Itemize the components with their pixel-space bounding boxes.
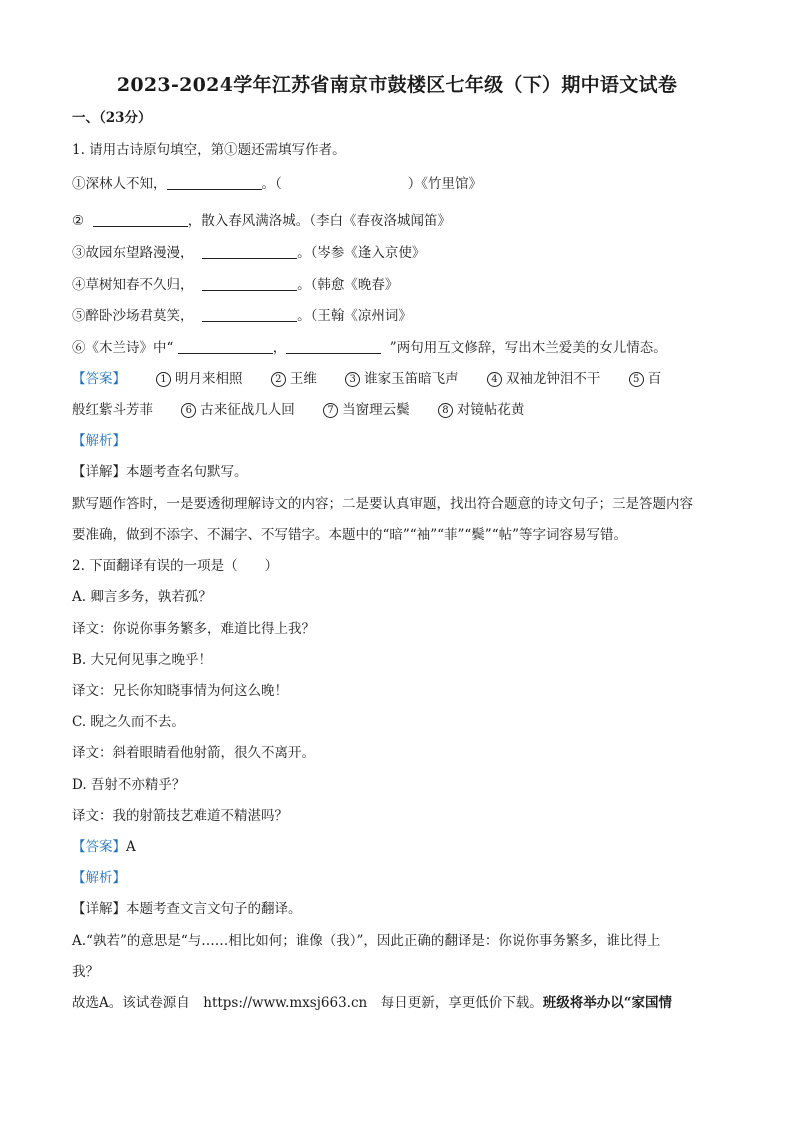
- fill-blank: [286, 339, 381, 354]
- q1-item-5-suffix: 。（王翰《凉州词》: [297, 308, 412, 324]
- page-title: 2023-2024学年江苏省南京市鼓楼区七年级（下）期中语文试卷: [116, 74, 678, 96]
- option-d: D. 吾射不亦精乎？: [72, 777, 186, 793]
- answer-text: 谁家玉笛暗飞声: [364, 371, 459, 387]
- fill-blank: [202, 307, 297, 322]
- q1-item-1: [72, 174, 482, 194]
- answer-number: 1: [156, 372, 171, 387]
- q1-item-5-prefix: ⑤醉卧沙场君莫笑，: [72, 308, 194, 324]
- answer-number: 7: [323, 403, 338, 418]
- answer-number: 4: [487, 372, 502, 387]
- q1-item-4-suffix: 。（韩愈《晚春》: [297, 277, 399, 293]
- answer-number: 5: [629, 372, 644, 387]
- q1-item-2-prefix: ②: [72, 213, 85, 229]
- answer-text: 双袖龙钟泪不干: [505, 371, 601, 387]
- answer-item: [487, 371, 601, 387]
- fill-blank: [93, 212, 188, 227]
- answer-item: [271, 371, 317, 387]
- q1-item-6: [72, 338, 667, 358]
- option-c-translation: 译文：斜着眼睛看他射箭，很久不离开。: [72, 745, 315, 761]
- q1-item-3-suffix: 。（岑参《逢入京使》: [297, 245, 426, 261]
- answer-text: 百: [647, 371, 662, 387]
- answer-item: [629, 371, 662, 387]
- q1-answer-line-2: [72, 400, 524, 420]
- fill-blank: [178, 339, 273, 354]
- option-a: A. 卿言多务，孰若孤？: [72, 589, 212, 605]
- source-note: 故选A。该试卷源自 https://www.mxsj663.cn 每日更新，享更低价下载。: [72, 995, 543, 1011]
- q2-explanation-1: A.“孰若”的意思是“与……相比如何；谁像（我）”，因此正确的翻译是：你说你事务繁多，谁比得上: [72, 933, 661, 949]
- answer-number: 2: [271, 372, 286, 387]
- q1-item-4-prefix: ④草树知春不久归，: [72, 277, 194, 293]
- question-1-stem: 1. 请用古诗原句填空，第①题还需填写作者。: [72, 142, 346, 158]
- analysis-label: 【解析】: [72, 433, 126, 449]
- q1-item-1-mid: 。（: [261, 176, 282, 192]
- detail-label: 【详解】: [72, 464, 126, 480]
- cut-off-text: 班级将举办以“家国情: [542, 995, 672, 1011]
- option-a-translation: 译文：你说你事务繁多，难道比得上我？: [72, 621, 315, 637]
- q1-explanation-1: 默写题作答时，一是要透彻理解诗文的内容；二是要认真审题，找出符合题意的诗文句子；三是答题内容: [72, 496, 693, 512]
- fill-blank: [167, 175, 262, 190]
- answer-number: 6: [181, 403, 196, 418]
- option-c: C. 睨之久而不去。: [72, 714, 185, 730]
- answer-label: 【答案】: [72, 839, 126, 855]
- detail-label: 【详解】: [72, 901, 126, 917]
- answer-item: [323, 402, 410, 418]
- answer-item: [438, 402, 525, 418]
- analysis-label: 【解析】: [72, 870, 126, 886]
- answer-text: 王维: [289, 371, 317, 387]
- q1-item-6-prefix: ⑥《木兰诗》中“: [72, 340, 174, 356]
- q1-item-1-prefix: ①深林人不知，: [72, 176, 167, 192]
- answer-number: 3: [345, 372, 360, 387]
- answer-item: [345, 371, 459, 387]
- question-2-stem: 2. 下面翻译有误的一项是（ ）: [72, 558, 279, 574]
- q1-item-2: [72, 211, 451, 231]
- option-b-translation: 译文：兄长你知晓事情为何这么晚！: [72, 683, 288, 699]
- author-blank-space: [282, 176, 408, 190]
- section-heading: 一、（23分）: [72, 110, 152, 126]
- q2-answer: [72, 837, 136, 857]
- q1-item-5: [72, 306, 412, 326]
- q1-explanation-2: 要准确，做到不添字、不漏字、不写错字。本题中的“暗”“袖”“菲”“鬓”“帖”等字词容易写错。: [72, 527, 628, 543]
- answer-text: 古来征战几人回: [200, 402, 295, 418]
- q2-detail: [72, 899, 302, 919]
- answer-text: 明月来相照: [175, 371, 243, 387]
- q1-detail: [72, 462, 248, 482]
- q1-item-3: [72, 243, 425, 263]
- detail-text: 本题考查文言文句子的翻译。: [126, 901, 302, 917]
- answer-label: 【答案】: [72, 371, 126, 387]
- fill-blank: [202, 244, 297, 259]
- option-b: B. 大兄何见事之晚乎！: [72, 652, 213, 668]
- detail-text: 本题考查名句默写。: [126, 464, 248, 480]
- q2-footer-line: [72, 993, 672, 1013]
- answer-text: 对镜帖花黄: [456, 402, 525, 418]
- q1-item-4: [72, 275, 398, 295]
- q1-item-2-suffix: ，散入春风满洛城。（李白《春夜洛城闻笛》: [187, 213, 451, 229]
- answer-text: 当窗理云鬓: [342, 402, 410, 418]
- fill-blank: [202, 276, 297, 291]
- q2-explanation-2: 我？: [72, 964, 99, 980]
- answer-continuation: 般红紫斗芳菲: [72, 402, 153, 418]
- answer-item: [156, 371, 243, 387]
- q1-answer-line-1: [72, 369, 661, 389]
- q1-item-3-prefix: ③故园东望路漫漫，: [72, 245, 194, 261]
- answer-text: A: [126, 839, 136, 855]
- q1-item-6-suffix: ”两句用互文修辞，写出木兰爱美的女儿情态。: [389, 340, 667, 356]
- answer-number: 8: [438, 403, 453, 418]
- option-d-translation: 译文：我的射箭技艺难道不精湛吗？: [72, 808, 288, 824]
- q1-item-6-comma: ，: [272, 340, 287, 356]
- answer-item: [181, 402, 295, 418]
- q1-item-1-suffix: ）《竹里馆》: [407, 176, 482, 192]
